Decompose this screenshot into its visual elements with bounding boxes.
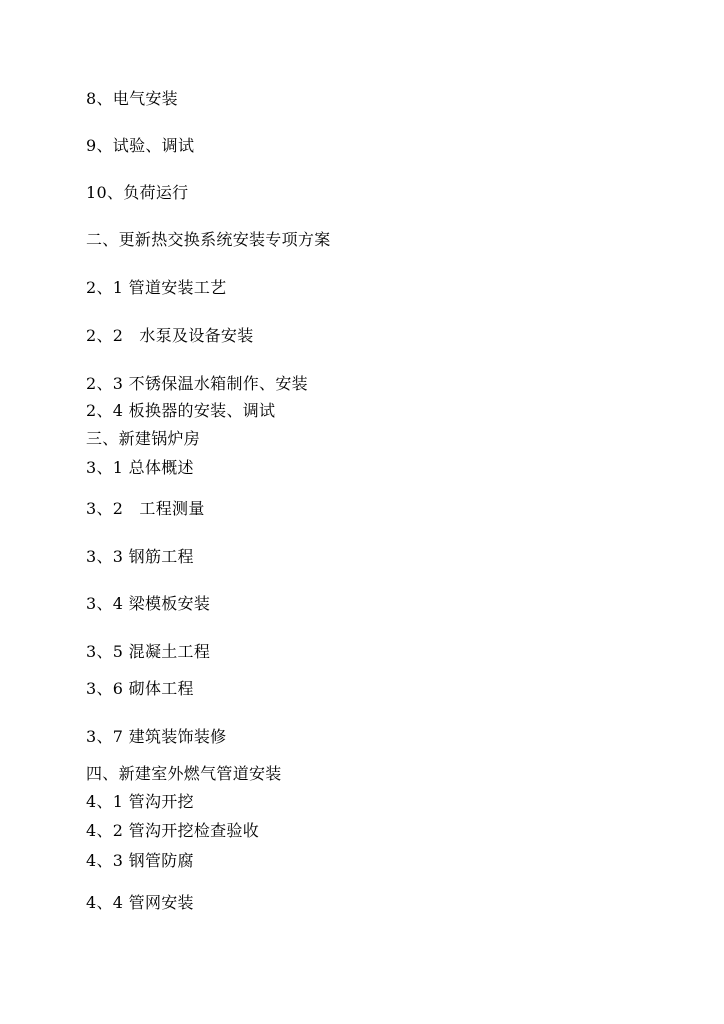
toc-line-4-1: 4、1 管沟开挖 <box>86 792 194 811</box>
toc-line-3-2: 3、2 工程测量 <box>86 499 205 518</box>
toc-line-4-4: 4、4 管网安装 <box>86 893 194 912</box>
toc-line-3-4: 3、4 梁模板安装 <box>86 594 211 613</box>
toc-section-4-heading: 四、新建室外燃气管道安装 <box>86 764 282 783</box>
toc-line-3-6: 3、6 砌体工程 <box>86 679 194 698</box>
toc-line-2-4: 2、4 板换器的安装、调试 <box>86 401 276 420</box>
toc-line-3-3: 3、3 钢筋工程 <box>86 547 194 566</box>
toc-section-2-heading: 二、更新热交换系统安装专项方案 <box>86 230 331 249</box>
toc-line-2-3: 2、3 不锈保温水箱制作、安装 <box>86 374 308 393</box>
toc-section-3-heading: 三、新建锅炉房 <box>86 429 201 448</box>
toc-line-4-3: 4、3 钢管防腐 <box>86 851 194 870</box>
toc-line-9-testing-debugging: 9、试验、调试 <box>86 136 195 155</box>
toc-line-3-1: 3、1 总体概述 <box>86 458 194 477</box>
toc-line-10-load-operation: 10、负荷运行 <box>86 183 189 202</box>
toc-line-4-2: 4、2 管沟开挖检查验收 <box>86 821 260 840</box>
toc-line-3-7: 3、7 建筑装饰装修 <box>86 727 227 746</box>
toc-line-3-5: 3、5 混凝土工程 <box>86 642 211 661</box>
toc-line-8-electrical-installation: 8、电气安装 <box>86 89 178 108</box>
toc-line-2-2: 2、2 水泵及设备安装 <box>86 326 254 345</box>
toc-line-2-1: 2、1 管道安装工艺 <box>86 278 227 297</box>
